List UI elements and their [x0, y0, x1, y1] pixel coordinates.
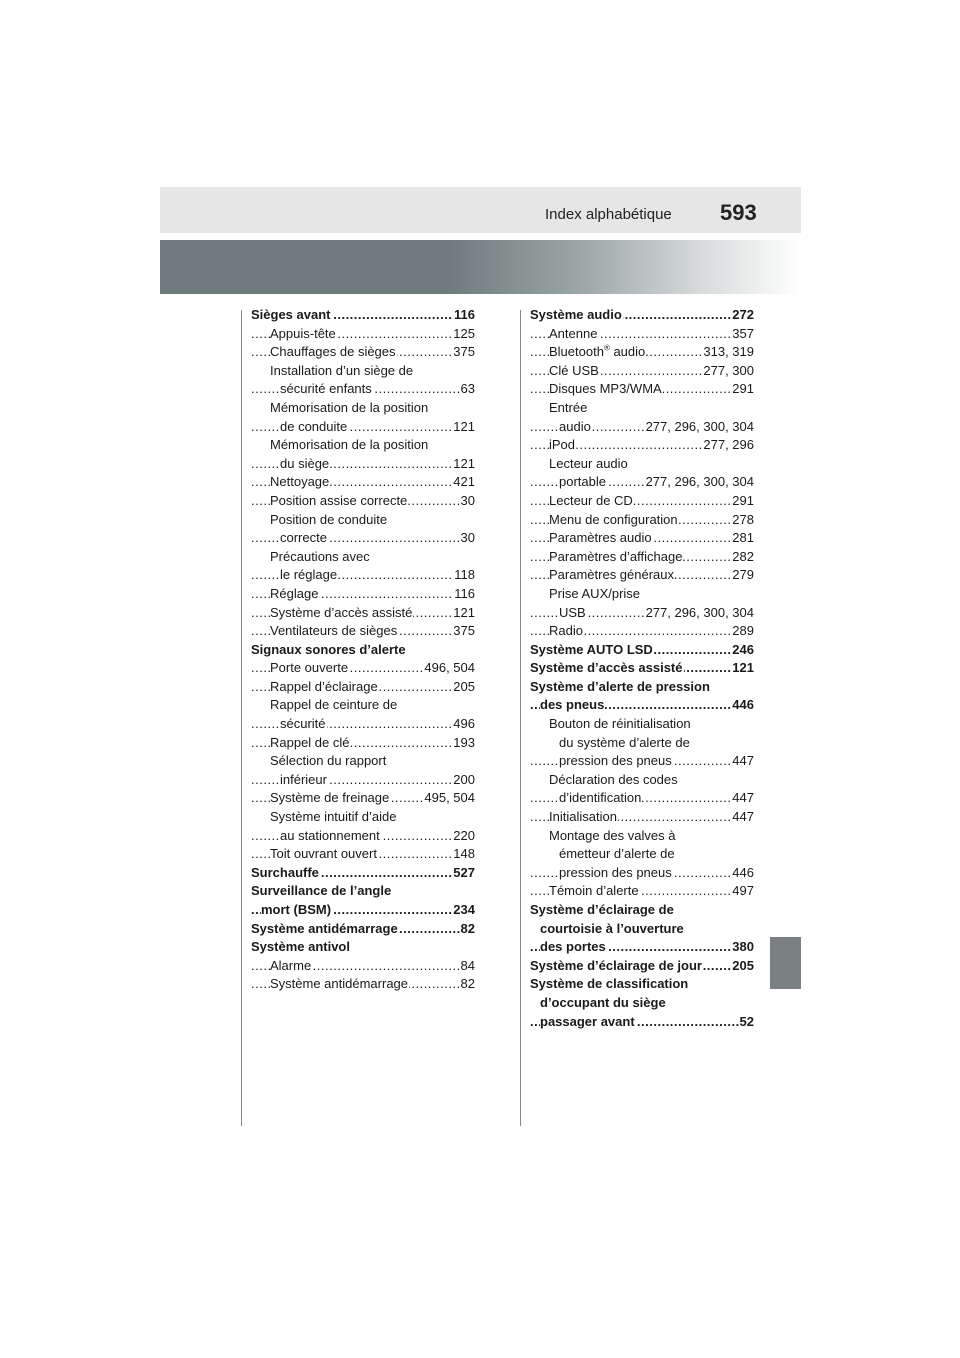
index-entry — [530, 957, 754, 976]
entry-label: iPod — [549, 437, 576, 453]
index-entry — [251, 380, 475, 399]
entry-label: correcte — [280, 530, 327, 546]
index-entry — [530, 511, 754, 530]
entry-label: Chauffages de sièges — [270, 344, 396, 360]
entry-page: 421 — [452, 473, 475, 492]
index-entry — [251, 641, 475, 660]
entry-label: Menu de configuration — [549, 511, 678, 527]
entry-page: 116 — [453, 585, 475, 604]
entry-page: 277, 300 — [702, 362, 754, 381]
entry-label: Système de freinage — [270, 790, 390, 806]
entry-label: d’occupant du siège — [540, 994, 666, 1010]
entry-label: Mémorisation de la position — [270, 437, 429, 453]
entry-label: Système antivol — [251, 939, 350, 955]
entry-page: 527 — [452, 864, 475, 883]
entry-label: Disques MP3/WMA — [549, 381, 662, 397]
entry-label: Position assise correcte — [270, 492, 408, 508]
index-entry — [251, 455, 475, 474]
index-entry — [251, 975, 475, 994]
index-entry — [251, 734, 475, 753]
entry-label: Surchauffe — [251, 864, 319, 880]
entry-label: Système d’éclairage de — [530, 902, 674, 917]
entry-label: Radio — [549, 623, 583, 639]
entry-page: 282 — [731, 548, 754, 567]
entry-label: Système antidémarrage — [251, 920, 398, 936]
header-bar — [160, 187, 801, 233]
index-entry — [251, 585, 475, 604]
entry-label: Alarme — [270, 957, 312, 973]
index-entry — [530, 901, 754, 920]
entry-label: Surveillance de l’angle — [251, 883, 392, 899]
index-entry — [530, 641, 754, 660]
entry-page: 281 — [731, 529, 754, 548]
entry-label: Sièges avant — [251, 307, 331, 322]
entry-page: 446 — [731, 696, 754, 715]
index-entry — [530, 752, 754, 771]
entry-label: Système d’accès assisté — [270, 604, 413, 620]
index-entry — [251, 752, 475, 771]
entry-label: Système d’alerte de pression — [530, 678, 710, 694]
entry-label: mort (BSM) — [261, 902, 332, 917]
entry-page: 220 — [452, 827, 475, 846]
index-entry — [251, 845, 475, 864]
entry-label: Rappel de clé — [270, 734, 350, 750]
entry-page: 30 — [460, 529, 475, 548]
index-entry — [251, 957, 475, 976]
entry-label: Système AUTO LSD — [530, 641, 653, 657]
index-entry — [530, 362, 754, 381]
center-divider — [520, 310, 521, 1126]
entry-page: 497 — [731, 882, 754, 901]
entry-label: le réglage — [280, 567, 338, 583]
index-entry — [251, 604, 475, 623]
entry-page: 277, 296, 300, 304 — [645, 473, 754, 492]
index-entry — [530, 436, 754, 455]
entry-page: 116 — [453, 306, 475, 325]
entry-page: 446 — [731, 864, 754, 883]
index-entry — [530, 622, 754, 641]
entry-label: Signaux sonores d’alerte — [251, 641, 406, 657]
entry-label: audio — [559, 418, 591, 434]
entry-label: Témoin d’alerte — [549, 883, 639, 899]
entry-label: Bouton de réinitialisation — [549, 716, 691, 732]
index-entry — [530, 994, 754, 1013]
index-column-left — [251, 306, 475, 994]
entry-page: 289 — [731, 622, 754, 641]
index-entry — [251, 566, 475, 585]
index-entry — [530, 715, 754, 734]
entry-page: 30 — [460, 492, 475, 511]
entry-label: Ventilateurs de sièges — [270, 623, 398, 639]
index-entry — [530, 659, 754, 678]
index-entry — [530, 325, 754, 344]
entry-label: Porte ouverte — [270, 660, 349, 676]
index-entry — [251, 399, 475, 418]
page-title: Index alphabétique — [545, 206, 672, 223]
entry-page: 277, 296, 300, 304 — [645, 418, 754, 437]
entry-label: Position de conduite — [270, 511, 388, 527]
entry-page: 447 — [731, 752, 754, 771]
entry-label: Précautions avec — [270, 548, 370, 564]
entry-label: Paramètres d’affichage — [549, 548, 683, 564]
index-entry — [251, 529, 475, 548]
entry-label: Réglage — [270, 585, 319, 601]
entry-label: Montage des valves à — [549, 827, 676, 843]
entry-label: Paramètres audio — [549, 530, 652, 546]
entry-page: 52 — [739, 1013, 754, 1032]
entry-label: Bluetooth® audio — [549, 343, 646, 360]
entry-label: Déclaration des codes — [549, 771, 678, 787]
entry-page: 121 — [731, 659, 754, 678]
entry-page: 447 — [731, 789, 754, 808]
entry-page: 148 — [452, 845, 475, 864]
index-entry — [251, 938, 475, 957]
entry-page: 246 — [731, 641, 754, 660]
entry-page: 313, 319 — [702, 343, 754, 362]
index-entry — [530, 920, 754, 939]
index-entry — [530, 845, 754, 864]
index-entry — [530, 473, 754, 492]
entry-label: du système d’alerte de — [559, 734, 690, 750]
entry-page: 84 — [460, 957, 475, 976]
index-entry — [530, 418, 754, 437]
entry-page: 291 — [731, 380, 754, 399]
entry-label: Système intuitif d’aide — [270, 809, 397, 825]
index-entry — [530, 771, 754, 790]
index-entry — [251, 901, 475, 920]
entry-label: Toit ouvrant ouvert — [270, 846, 377, 862]
index-entry — [530, 808, 754, 827]
entry-label: de conduite — [280, 418, 348, 434]
page-number: 593 — [720, 200, 757, 225]
entry-page: 279 — [731, 566, 754, 585]
entry-label: Appuis-tête — [270, 325, 336, 341]
entry-page: 205 — [452, 678, 475, 697]
entry-page: 277, 296, 300, 304 — [645, 604, 754, 623]
entry-label: sécurité enfants — [280, 381, 372, 397]
index-entry — [530, 678, 754, 697]
entry-page: 205 — [731, 957, 754, 976]
index-entry — [251, 306, 475, 325]
entry-label: USB — [559, 604, 586, 620]
entry-label: pression des pneus — [559, 753, 672, 769]
entry-label: au stationnement — [280, 827, 380, 843]
index-column-right — [530, 306, 754, 1031]
entry-label: Rappel de ceinture de — [270, 697, 398, 713]
entry-page: 118 — [453, 566, 475, 585]
index-entry — [251, 548, 475, 567]
entry-label: des portes — [540, 939, 606, 955]
entry-label: pression des pneus — [559, 864, 672, 880]
entry-page: 496, 504 — [423, 659, 475, 678]
index-entry — [530, 734, 754, 753]
index-entry — [251, 715, 475, 734]
entry-page: 496 — [452, 715, 475, 734]
entry-label: sécurité — [280, 716, 326, 732]
index-entry — [251, 511, 475, 530]
entry-label: Lecteur audio — [549, 455, 628, 471]
entry-page: 495, 504 — [423, 789, 475, 808]
index-entry — [251, 678, 475, 697]
entry-label: inférieur — [280, 771, 327, 787]
entry-label: Système d’accès assisté — [530, 660, 683, 676]
index-entry — [530, 827, 754, 846]
index-entry — [251, 325, 475, 344]
index-entry — [251, 827, 475, 846]
index-entry — [530, 455, 754, 474]
entry-label: du siège — [280, 455, 330, 471]
entry-page: 121 — [452, 604, 475, 623]
entry-page: 193 — [452, 734, 475, 753]
index-entry — [530, 380, 754, 399]
index-entry — [530, 696, 754, 715]
index-entry — [530, 343, 754, 362]
index-entry — [530, 938, 754, 957]
entry-label: Installation d’un siège de — [270, 362, 414, 378]
entry-label: Rappel d’éclairage — [270, 678, 378, 694]
entry-label: Antenne — [549, 325, 598, 341]
index-entry — [530, 975, 754, 994]
index-entry — [530, 306, 754, 325]
entry-label: Système d’éclairage de jour — [530, 957, 702, 973]
index-entry — [251, 622, 475, 641]
entry-label: des pneus — [540, 697, 605, 713]
index-entry — [251, 882, 475, 901]
entry-page: 272 — [731, 306, 754, 325]
index-entry — [251, 492, 475, 511]
index-entry — [530, 399, 754, 418]
entry-label: Paramètres généraux — [549, 567, 675, 583]
index-entry — [530, 604, 754, 623]
index-entry — [530, 529, 754, 548]
entry-page: 82 — [460, 920, 475, 939]
entry-page: 82 — [460, 975, 475, 994]
entry-label: d’identification — [559, 790, 642, 806]
index-entry — [251, 436, 475, 455]
index-entry — [251, 696, 475, 715]
index-entry — [251, 808, 475, 827]
entry-page: 447 — [731, 808, 754, 827]
entry-page: 277, 296 — [702, 436, 754, 455]
entry-label: Initialisation — [549, 809, 617, 825]
entry-label: Système audio — [530, 307, 622, 322]
entry-page: 121 — [452, 455, 475, 474]
entry-label: courtoisie à l’ouverture — [540, 920, 684, 936]
entry-label: Entrée — [549, 399, 588, 415]
index-entry — [251, 864, 475, 883]
entry-page: 234 — [452, 901, 475, 920]
entry-page: 121 — [452, 418, 475, 437]
entry-page: 357 — [731, 325, 754, 344]
index-entry — [251, 659, 475, 678]
index-entry — [530, 789, 754, 808]
entry-label: Système de classification — [530, 976, 689, 992]
index-entry — [251, 789, 475, 808]
entry-label: portable — [559, 474, 606, 490]
index-entry — [530, 585, 754, 604]
entry-page: 63 — [460, 380, 475, 399]
index-entry — [530, 1013, 754, 1032]
entry-page: 125 — [452, 325, 475, 344]
entry-label: passager avant — [540, 1013, 635, 1029]
index-entry — [530, 566, 754, 585]
entry-label: Clé USB — [549, 362, 599, 378]
index-entry — [251, 771, 475, 790]
index-entry — [251, 418, 475, 437]
entry-label: Sélection du rapport — [270, 753, 387, 769]
decorative-band — [160, 240, 801, 294]
index-entry — [530, 864, 754, 883]
entry-label: Système antidémarrage — [270, 976, 409, 992]
index-entry — [251, 343, 475, 362]
index-entry — [530, 548, 754, 567]
section-tab — [770, 937, 801, 989]
entry-page: 278 — [731, 511, 754, 530]
entry-page: 200 — [452, 771, 475, 790]
index-entry — [530, 882, 754, 901]
entry-label: Lecteur de CD — [549, 492, 633, 508]
index-entry — [251, 362, 475, 381]
index-entry — [251, 473, 475, 492]
entry-page: 291 — [731, 492, 754, 511]
left-divider — [241, 310, 242, 1126]
entry-label: Mémorisation de la position — [270, 399, 429, 415]
entry-page: 375 — [452, 343, 475, 362]
entry-label: émetteur d’alerte de — [559, 846, 675, 862]
entry-label: Prise AUX/prise — [549, 585, 641, 601]
entry-page: 380 — [731, 938, 754, 957]
entry-label: Nettoyage — [270, 474, 330, 490]
index-entry — [251, 920, 475, 939]
entry-page: 375 — [452, 622, 475, 641]
index-entry — [530, 492, 754, 511]
